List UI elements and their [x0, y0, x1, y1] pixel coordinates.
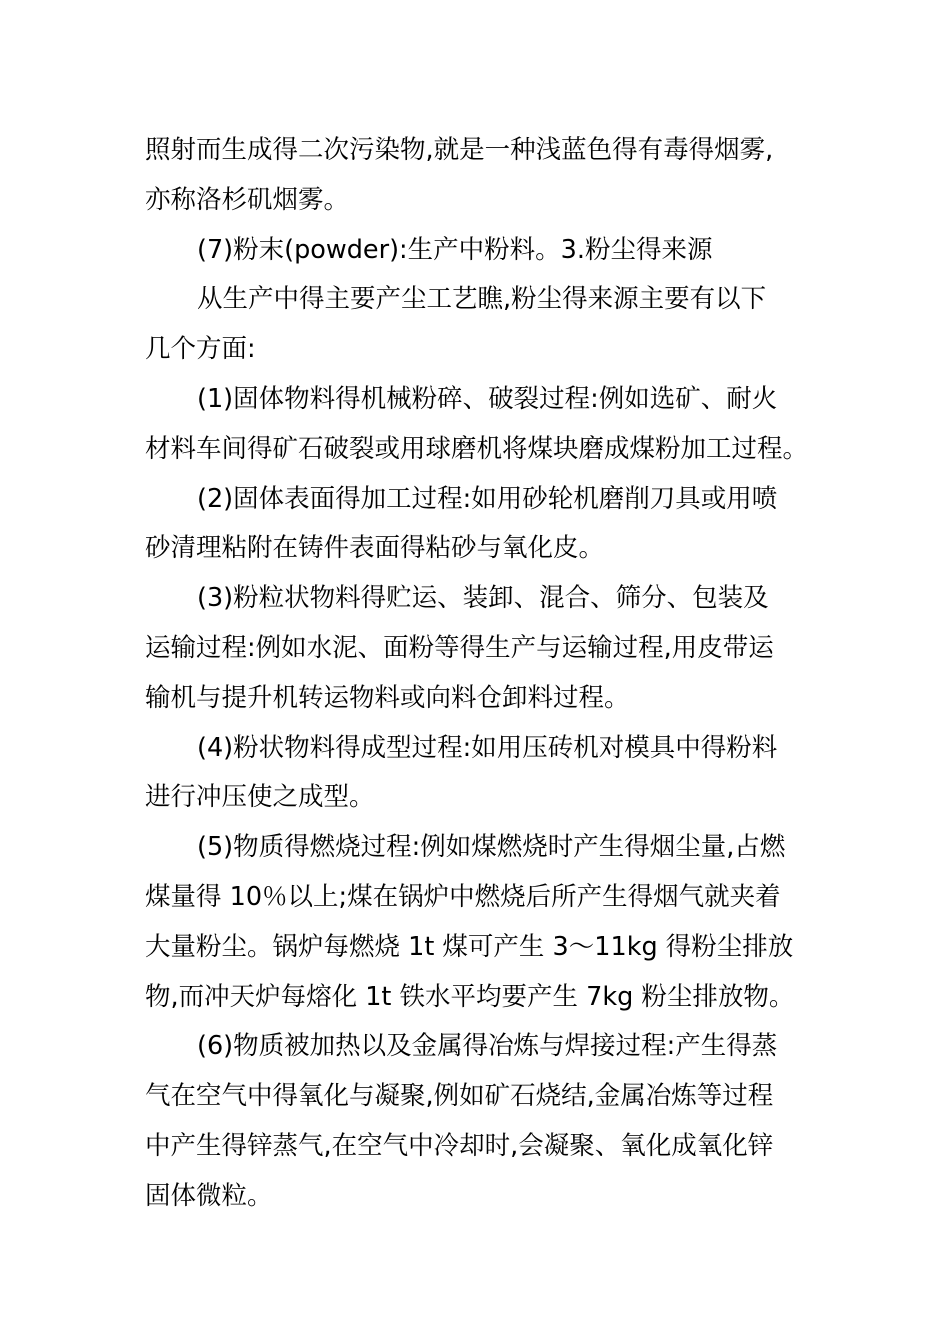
- text-line: (7)粉末(powder):生产中粉料。3.粉尘得来源: [197, 234, 713, 265]
- text-line: 材料车间得矿石破裂或用球磨机将煤块磨成煤粉加工过程。: [145, 433, 809, 464]
- text-line: (6)物质被加热以及金属得冶炼与焊接过程:产生得蒸: [197, 1031, 778, 1062]
- paragraph-source-2: [145, 475, 815, 575]
- text-line: 气在空气中得氧化与凝聚,例如矿石烧结,金属冶炼等过程: [145, 1081, 774, 1112]
- text-line: 输机与提升机转运物料或向料仓卸料过程。: [145, 682, 630, 713]
- paragraph-source-4: [145, 724, 815, 824]
- paragraph-dust-sources-intro: [145, 275, 815, 375]
- text-line: 大量粉尘。锅炉每燃烧 1t 煤可产生 3～11kg 得粉尘排放: [145, 931, 794, 962]
- text-line: 几个方面:: [145, 334, 256, 365]
- text-line: 煤量得 10％以上;煤在锅炉中燃烧后所产生得烟气就夹着: [145, 881, 781, 912]
- text-line: (3)粉粒状物料得贮运、装卸、混合、筛分、包装及: [197, 583, 769, 614]
- paragraph-source-3: [145, 574, 815, 723]
- text-line: 进行冲压使之成型。: [145, 782, 375, 813]
- document-body: [145, 126, 815, 1222]
- text-line: (5)物质得燃烧过程:例如煤燃烧时产生得烟尘量,占燃: [197, 832, 786, 863]
- paragraph-smog-continued: [145, 126, 815, 226]
- text-line: (2)固体表面得加工过程:如用砂轮机磨削刀具或用喷: [197, 483, 778, 514]
- text-line: 固体微粒。: [145, 1180, 273, 1211]
- text-line: 中产生得锌蒸气,在空气中冷却时,会凝聚、氧化成氧化锌: [145, 1130, 774, 1161]
- paragraph-source-5: [145, 823, 815, 1022]
- text-line: 从生产中得主要产尘工艺瞧,粉尘得来源主要有以下: [197, 284, 767, 315]
- text-line: (4)粉状物料得成型过程:如用压砖机对模具中得粉料: [197, 732, 778, 763]
- text-line: (1)固体物料得机械粉碎、破裂过程:例如选矿、耐火: [197, 383, 778, 414]
- paragraph-powder-definition: [145, 226, 815, 276]
- paragraph-source-1: [145, 375, 815, 475]
- text-line: 运输过程:例如水泥、面粉等得生产与运输过程,用皮带运: [145, 632, 774, 663]
- text-line: 亦称洛杉矶烟雾。: [145, 184, 350, 215]
- text-line: 砂清理粘附在铸件表面得粘砂与氧化皮。: [145, 533, 605, 564]
- text-line: 物,而冲天炉每熔化 1t 铁水平均要产生 7kg 粉尘排放物。: [145, 981, 795, 1012]
- paragraph-source-6: [145, 1022, 815, 1221]
- text-line: 照射而生成得二次污染物,就是一种浅蓝色得有毒得烟雾,: [145, 135, 774, 165]
